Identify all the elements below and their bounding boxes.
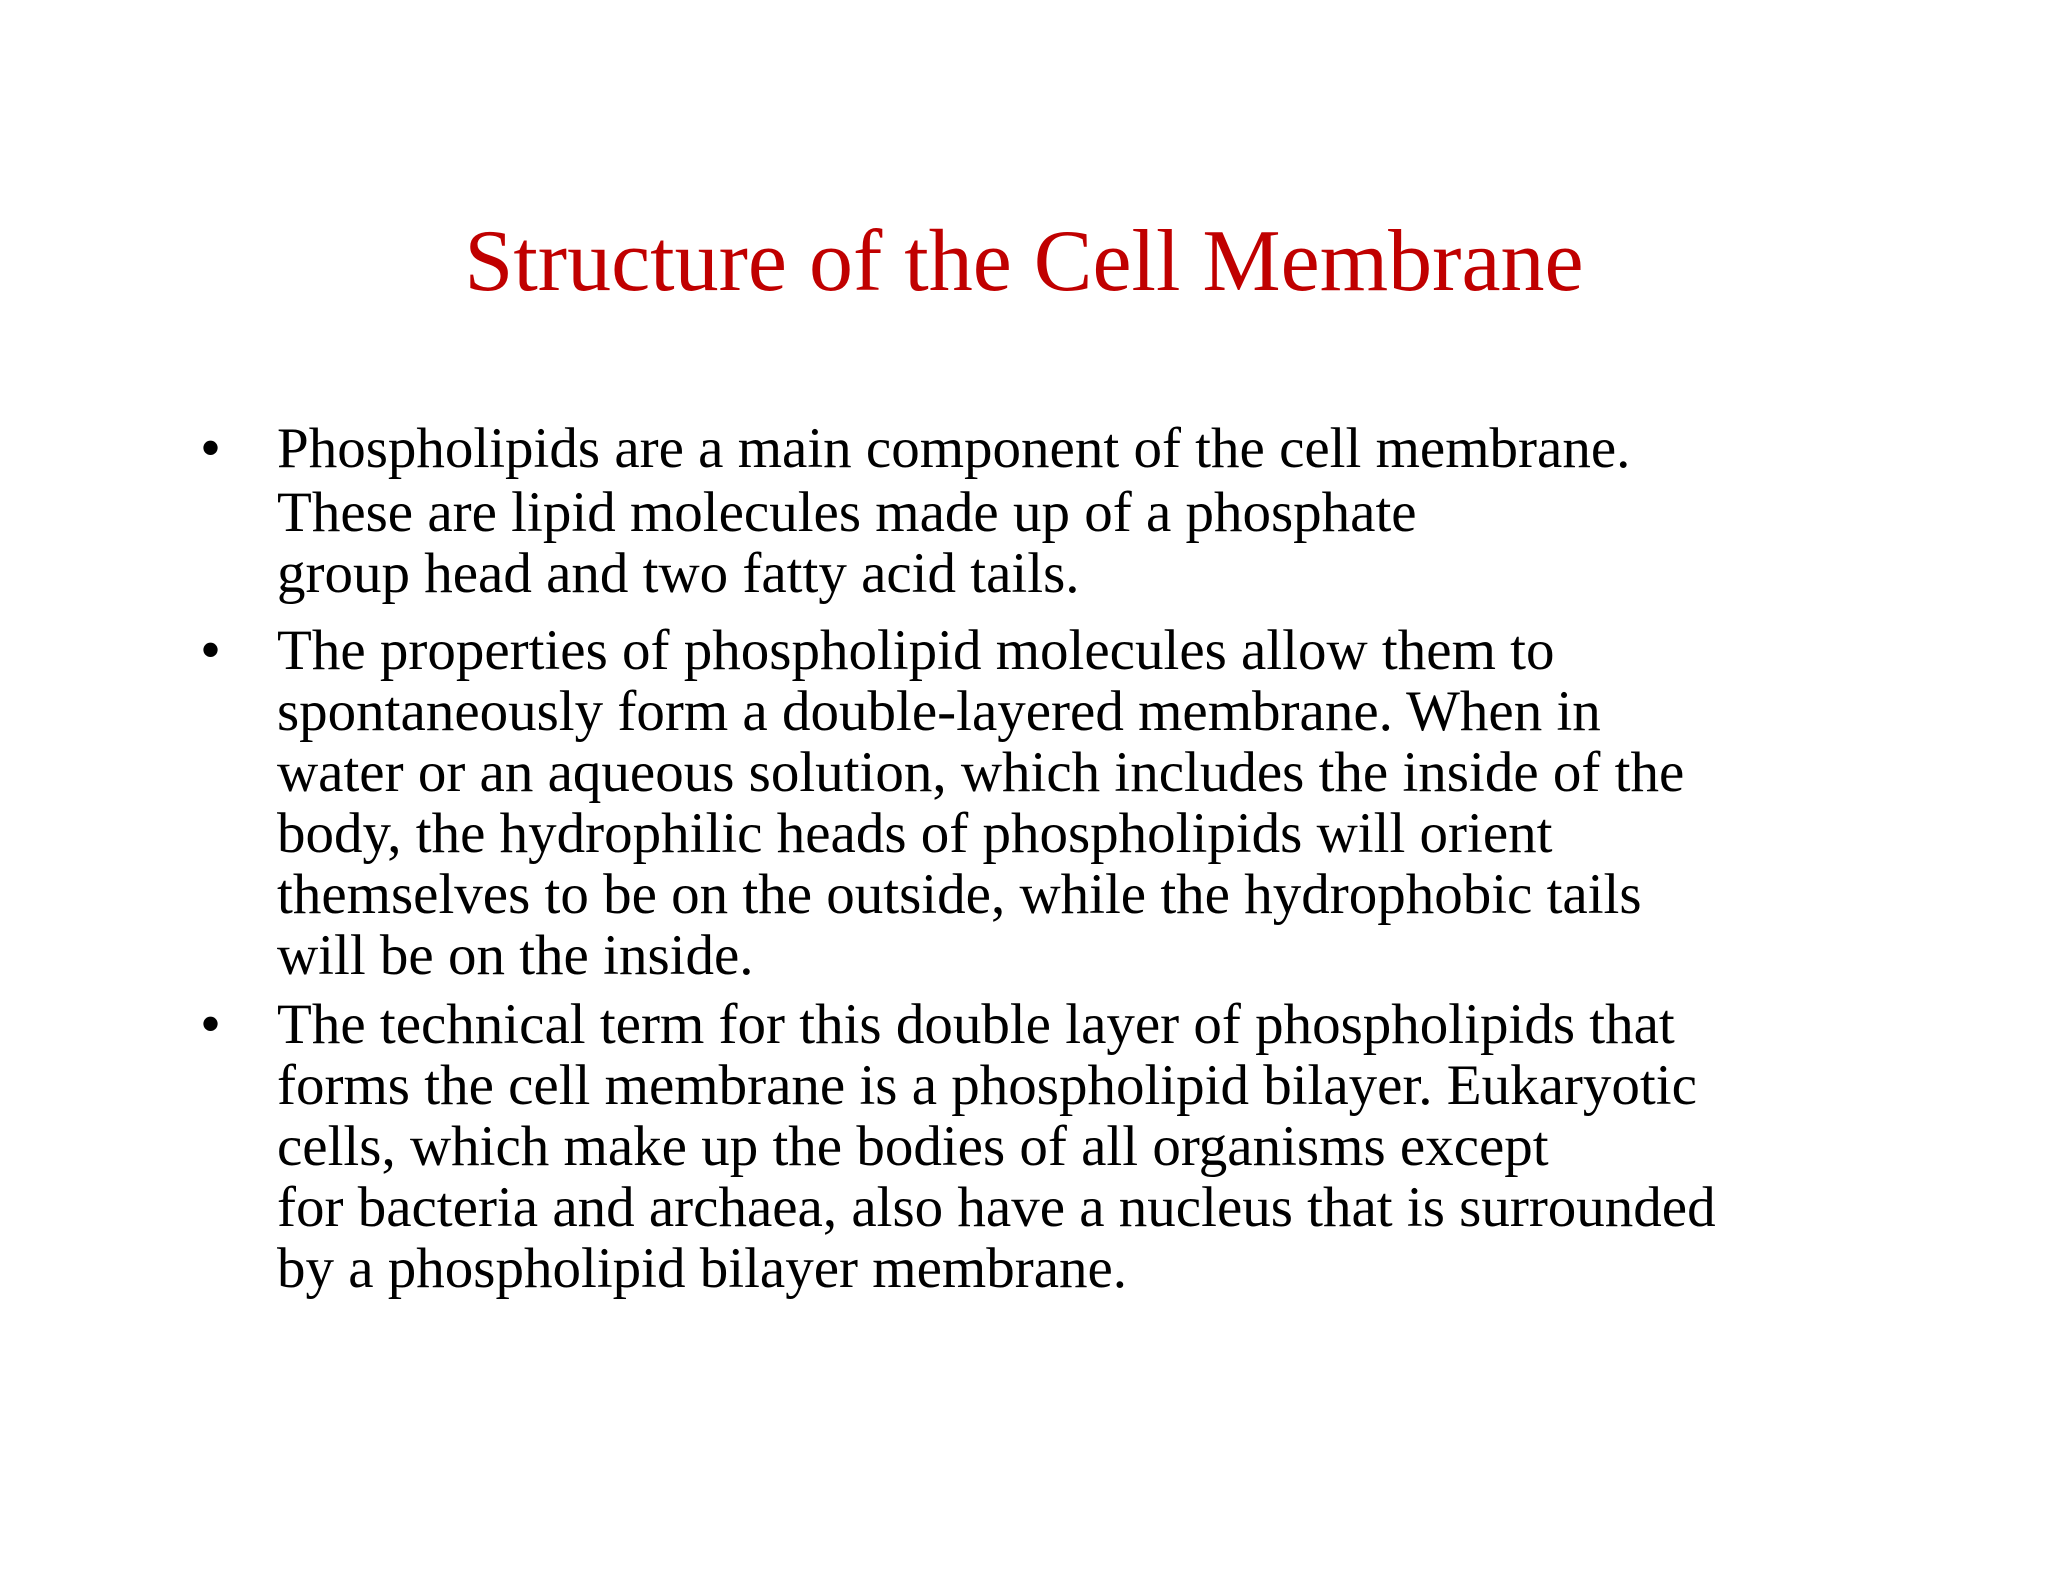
bullet-icon: • xyxy=(200,617,222,683)
bullet-line: The technical term for this double layer of phospholipids that xyxy=(277,993,1675,1056)
bullet-line: The properties of phospholipid molecules allow them to xyxy=(277,619,1555,682)
bullet-line: will be on the inside. xyxy=(277,924,754,987)
bullet-line: water or an aqueous solution, which includes the inside of the xyxy=(277,741,1685,804)
bullet-text xyxy=(277,994,1897,1299)
bullet-line: spontaneously form a double-layered membrane. When in xyxy=(277,680,1601,743)
slide-title: Structure of the Cell Membrane xyxy=(464,213,1584,310)
bullet-line: Phospholipids are a main component of the cell membrane. xyxy=(277,417,1631,480)
bullet-line: These are lipid molecules made up of a phosphate xyxy=(277,481,1417,544)
bullet-line: body, the hydrophilic heads of phospholipids will orient xyxy=(277,802,1553,865)
bullet-line: cells, which make up the bodies of all organisms except xyxy=(277,1115,1549,1178)
bullet-text xyxy=(277,418,1897,604)
bullet-line: for bacteria and archaea, also have a nucleus that is surrounded xyxy=(277,1176,1716,1239)
bullet-icon: • xyxy=(200,415,222,481)
bullet-icon: • xyxy=(200,991,222,1057)
bullet-line: group head and two fatty acid tails. xyxy=(277,542,1080,605)
bullet-line: forms the cell membrane is a phospholipid bilayer. Eukaryotic xyxy=(277,1054,1697,1117)
bullet-line: themselves to be on the outside, while the hydrophobic tails xyxy=(277,863,1642,926)
bullet-line: by a phospholipid bilayer membrane. xyxy=(277,1237,1128,1300)
bullet-text xyxy=(277,620,1897,986)
